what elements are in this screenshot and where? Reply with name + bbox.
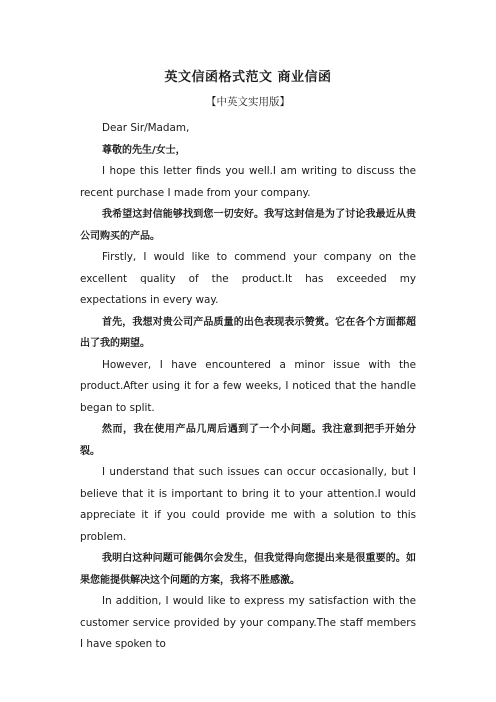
document-title: 英文信函格式范文 商业信函 [164, 70, 332, 85]
letter-body [80, 118, 416, 656]
paragraph-intro-en: I hope this letter finds you well.I am writing to discuss the recent purchase I made from your company. [80, 165, 416, 199]
paragraph-issue-zh: 然而，我在使用产品几周后遇到了一个小问题。我注意到把手开始分裂。 [80, 424, 416, 457]
paragraph-commend-en: Firstly, I would like to commend your company on the excellent quality of the product.It has exceeded my expectations in every way. [80, 251, 416, 306]
paragraph-salutation-en: Dear Sir/Madam, [102, 122, 190, 134]
paragraph-salutation-zh: 尊敬的先生/女士， [102, 144, 186, 156]
paragraph-issue-en: However, I have encountered a minor issue with the product.After using it for a few weeks, I noticed that the handle began to split. [80, 358, 416, 414]
paragraph-commend-zh: 首先，我想对贵公司产品质量的出色表现表示赞赏。它在各个方面都超出了我的期望。 [80, 316, 416, 349]
paragraph-intro-zh: 我希望这封信能够找到您一切安好。我写这封信是为了讨论我最近从贵公司购买的产品。 [80, 209, 416, 242]
paragraph-request-zh: 我明白这种问题可能偶尔会发生，但我觉得向您提出来是很重要的。如果您能提供解决这个问题的方案，我将不胜感激。 [80, 553, 416, 586]
document-subtitle: 【中英文实用版】 [206, 96, 290, 108]
paragraph-service-en: In addition, I would like to express my satisfaction with the customer service provided by your company.The staff members I have spoken to [80, 595, 416, 650]
paragraph-request-en: I understand that such issues can occur occasionally, but I believe that it is important to bring it to your attention.I would appreciate it if you could provide me with a solution to this problem. [80, 466, 416, 543]
